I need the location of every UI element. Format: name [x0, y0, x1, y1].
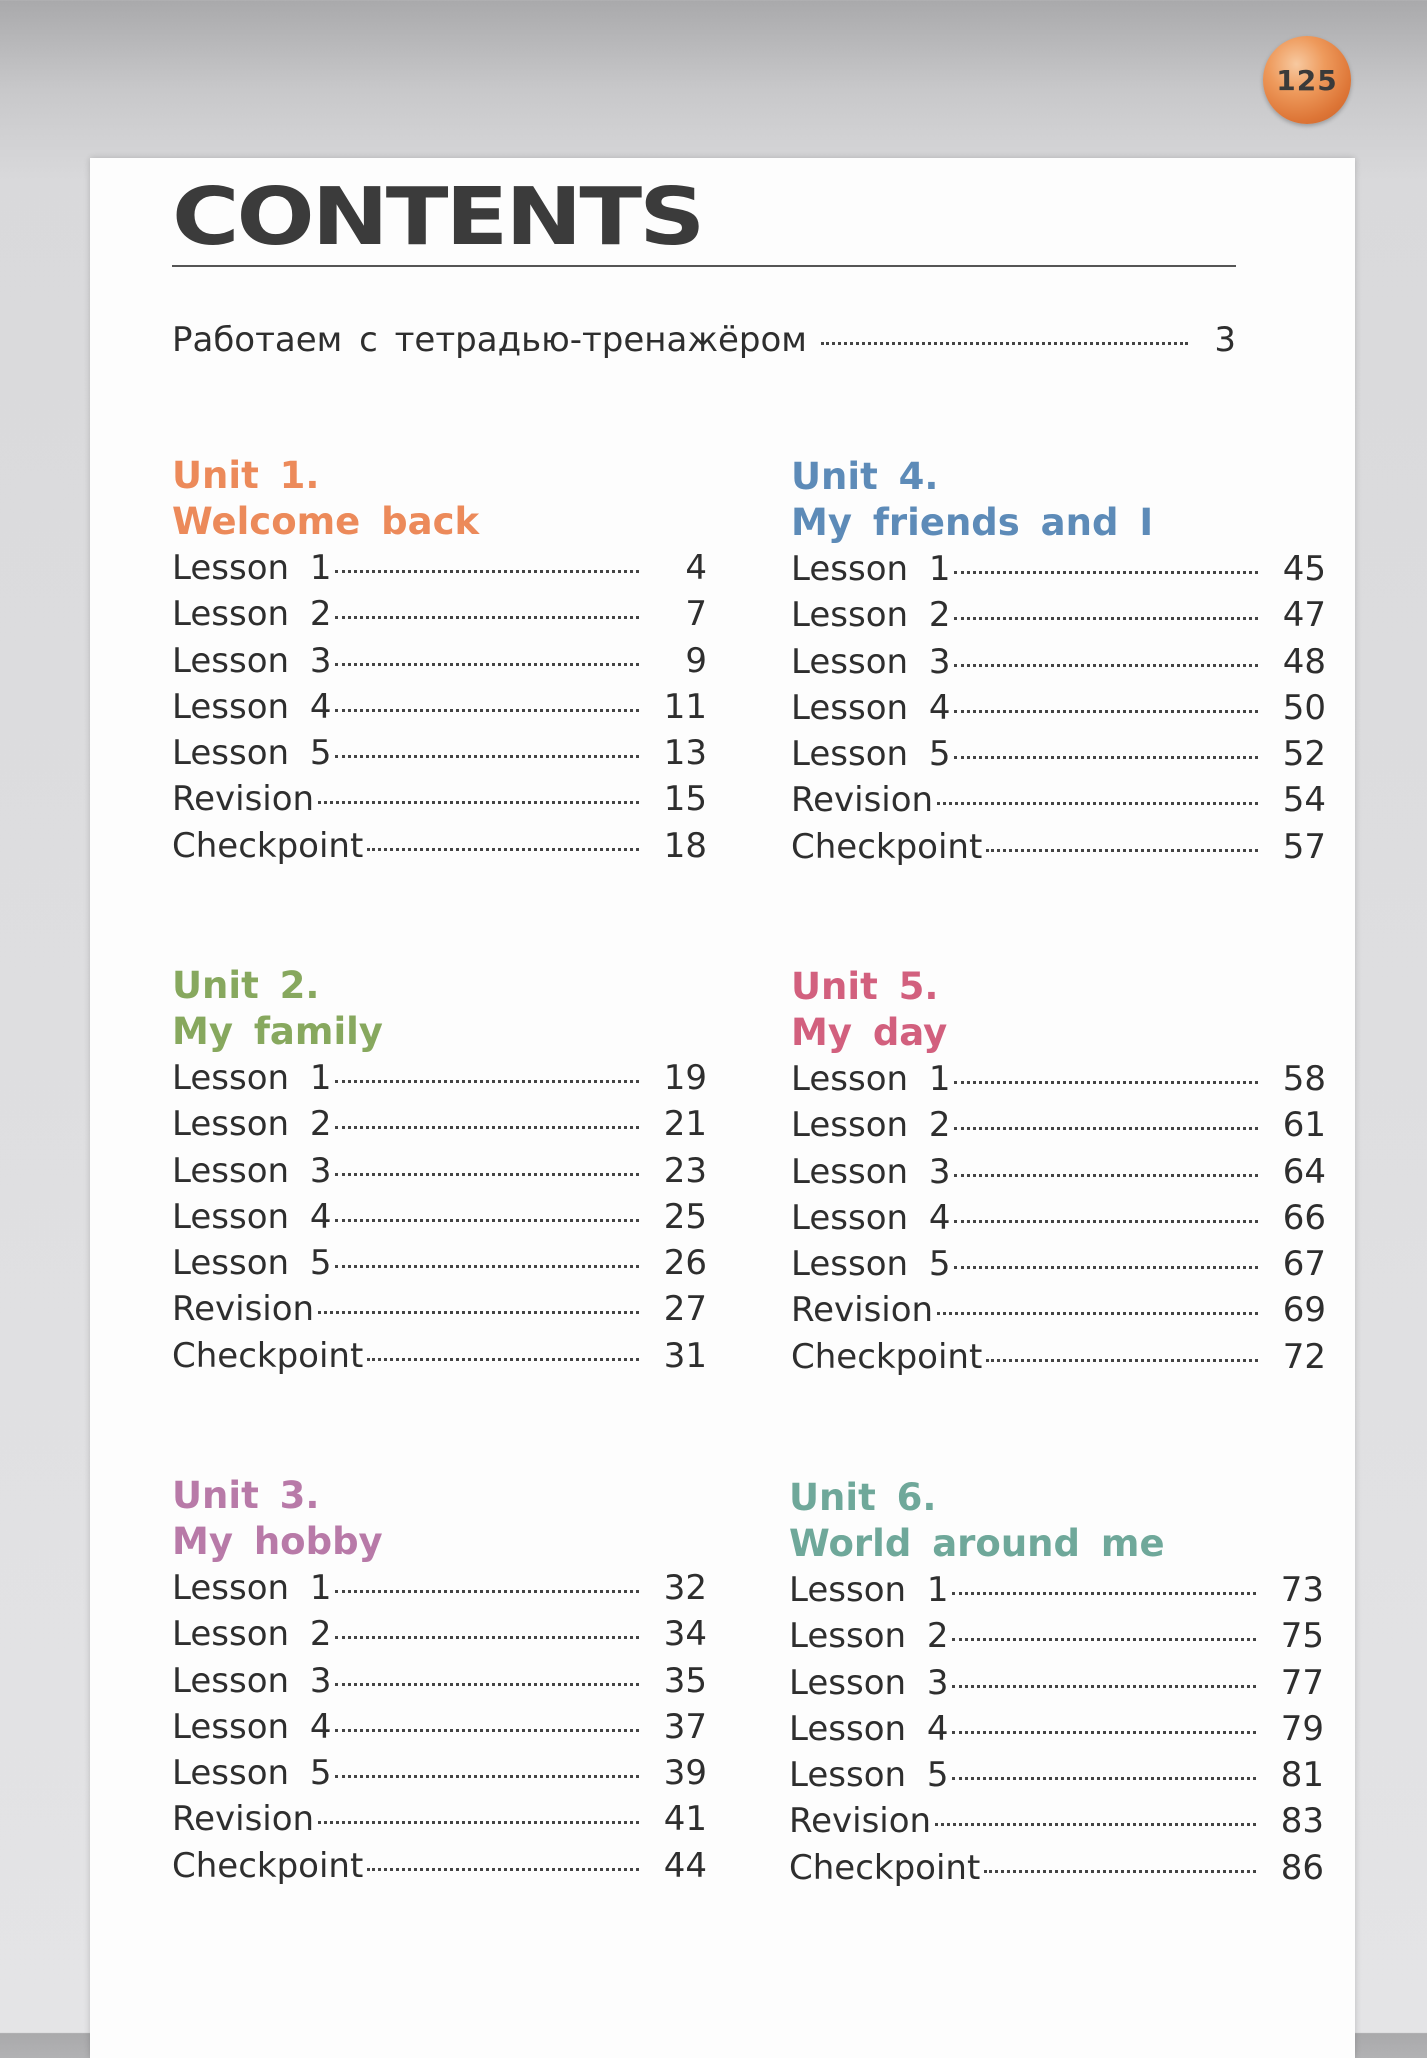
dot-leader: [952, 1731, 1256, 1734]
toc-entry[interactable]: [791, 777, 1326, 823]
toc-entry[interactable]: [172, 591, 707, 637]
toc-entry-page: 9: [685, 640, 707, 681]
toc-entry-page: 4: [685, 548, 707, 588]
title-divider: [172, 265, 1236, 267]
toc-entry[interactable]: [172, 730, 707, 776]
toc-entry-page: 41: [663, 1799, 707, 1840]
toc-entry-label: Lesson 3: [172, 640, 332, 681]
toc-entry-label: Revision: [172, 1799, 315, 1840]
dot-leader: [984, 1870, 1256, 1873]
toc-entry-label: Lesson 5: [172, 1243, 332, 1284]
toc-entry[interactable]: [172, 1750, 707, 1796]
dot-leader: [335, 1683, 639, 1686]
dot-leader: [821, 342, 1188, 345]
dot-leader: [952, 1685, 1256, 1688]
toc-entry[interactable]: [172, 638, 707, 684]
toc-entry-label: Lesson 3: [791, 1151, 951, 1192]
unit-block-5: [791, 964, 1326, 1380]
toc-entry-page: 66: [1282, 1197, 1326, 1238]
toc-entry-page: 75: [1280, 1616, 1324, 1657]
toc-entry-page: 77: [1280, 1662, 1324, 1703]
dot-leader: [318, 801, 639, 804]
dot-leader: [335, 1126, 639, 1129]
toc-entry-page: 54: [1282, 780, 1326, 821]
toc-entry-label: Lesson 2: [172, 1614, 332, 1655]
toc-entry-page: 11: [663, 686, 707, 727]
dot-leader: [335, 663, 639, 666]
toc-entry-label: Lesson 5: [791, 1244, 951, 1285]
unit-title: My day: [791, 1011, 948, 1054]
toc-entry-page: 7: [685, 594, 707, 635]
toc-entry[interactable]: [172, 1286, 707, 1332]
toc-entry-label: Revision: [791, 780, 934, 821]
toc-entry[interactable]: [791, 1102, 1326, 1148]
toc-entry-label: Lesson 4: [172, 686, 332, 727]
toc-entry-page: 34: [663, 1614, 707, 1655]
toc-entry-label: Lesson 3: [789, 1662, 949, 1703]
toc-entry[interactable]: [172, 823, 707, 869]
dot-leader: [335, 1590, 639, 1593]
toc-entry-page: 67: [1282, 1244, 1326, 1285]
toc-entry-label: Revision: [172, 1289, 315, 1330]
toc-entry-page: 32: [663, 1568, 707, 1608]
dot-leader: [954, 1081, 1258, 1084]
toc-entry[interactable]: [172, 1704, 707, 1750]
toc-entry-page: 19: [663, 1058, 707, 1098]
toc-entry-label: Lesson 5: [172, 733, 332, 774]
toc-entry-label: Lesson 5: [791, 734, 951, 775]
toc-entry[interactable]: [172, 1843, 707, 1889]
intro-entry[interactable]: [172, 320, 1236, 366]
dot-leader: [367, 848, 639, 851]
dot-leader: [335, 616, 639, 619]
dot-leader: [335, 1636, 639, 1639]
toc-entry-page: 18: [663, 825, 707, 866]
toc-entry[interactable]: [172, 1796, 707, 1842]
toc-entry-page: 72: [1282, 1336, 1326, 1377]
toc-entry-page: 79: [1280, 1708, 1324, 1749]
toc-entry-label: Checkpoint: [172, 1335, 364, 1376]
toc-entry-page: 31: [663, 1335, 707, 1376]
toc-entry-label: Checkpoint: [789, 1847, 981, 1888]
page-title: CONTENTS: [172, 171, 703, 264]
toc-entry-label: Lesson 1: [172, 1058, 332, 1098]
toc-entry[interactable]: [172, 1565, 707, 1611]
toc-entry-label: Lesson 2: [172, 1104, 332, 1145]
dot-leader: [335, 1265, 639, 1268]
toc-entry[interactable]: [172, 1055, 707, 1101]
toc-entry-page: 47: [1282, 595, 1326, 636]
toc-entry-label: Revision: [791, 1290, 934, 1331]
unit-number: Unit 3.: [172, 1474, 320, 1517]
toc-entry-label: Lesson 5: [789, 1755, 949, 1796]
toc-entry-page: 50: [1282, 687, 1326, 728]
dot-leader: [335, 709, 639, 712]
intro-entry-label: Работаем с тетрадью-тренажёром: [172, 320, 807, 360]
dot-leader: [335, 755, 639, 758]
unit-title: World around me: [789, 1522, 1165, 1565]
unit-title: My hobby: [172, 1520, 383, 1563]
toc-entry-page: 61: [1282, 1105, 1326, 1146]
toc-entry[interactable]: [789, 1660, 1324, 1706]
toc-entry-page: 26: [663, 1243, 707, 1284]
dot-leader: [335, 1775, 639, 1778]
toc-entry[interactable]: [791, 1149, 1326, 1195]
dot-leader: [954, 1266, 1258, 1269]
dot-leader: [952, 1638, 1256, 1641]
unit-entry-list: [172, 545, 707, 869]
page-number-badge: [1263, 36, 1351, 124]
dot-leader: [954, 664, 1258, 667]
toc-entry-label: Lesson 4: [791, 1197, 951, 1238]
toc-entry[interactable]: [789, 1752, 1324, 1798]
toc-entry-label: Lesson 3: [791, 641, 951, 682]
toc-entry-label: Lesson 1: [791, 1059, 951, 1099]
unit-block-1: [172, 453, 707, 869]
unit-number: Unit 2.: [172, 964, 320, 1007]
dot-leader: [954, 1127, 1258, 1130]
toc-entry[interactable]: [172, 1611, 707, 1657]
toc-entry-page: 25: [663, 1196, 707, 1237]
toc-entry-label: Lesson 3: [172, 1660, 332, 1701]
dot-leader: [318, 1311, 639, 1314]
dot-leader: [952, 1777, 1256, 1780]
toc-entry-page: 58: [1282, 1059, 1326, 1099]
unit-block-6: [789, 1475, 1324, 1891]
dot-leader: [937, 802, 1258, 805]
toc-entry[interactable]: [789, 1706, 1324, 1752]
dot-leader: [335, 1080, 639, 1083]
page-number: 125: [1276, 63, 1338, 97]
dot-leader: [367, 1868, 639, 1871]
toc-entry[interactable]: [172, 1101, 707, 1147]
toc-entry[interactable]: [791, 824, 1326, 870]
toc-entry-page: 44: [663, 1845, 707, 1886]
unit-title: Welcome back: [172, 500, 480, 543]
toc-entry-label: Checkpoint: [172, 1845, 364, 1886]
toc-entry-label: Lesson 2: [791, 595, 951, 636]
toc-entry-page: 45: [1282, 549, 1326, 589]
toc-entry-label: Lesson 2: [791, 1105, 951, 1146]
toc-entry[interactable]: [789, 1798, 1324, 1844]
toc-entry-label: Lesson 5: [172, 1753, 332, 1794]
toc-entry-label: Lesson 1: [789, 1570, 949, 1610]
toc-entry-label: Revision: [789, 1801, 932, 1842]
unit-block-3: [172, 1473, 707, 1889]
unit-number: Unit 1.: [172, 454, 320, 497]
dot-leader: [954, 617, 1258, 620]
toc-entry-page: 13: [663, 733, 707, 774]
toc-entry-label: Lesson 1: [791, 549, 951, 589]
toc-entry-page: 27: [663, 1289, 707, 1330]
toc-entry[interactable]: [172, 776, 707, 822]
toc-entry[interactable]: [789, 1845, 1324, 1891]
toc-entry[interactable]: [791, 546, 1326, 592]
unit-number: Unit 6.: [789, 1476, 937, 1519]
toc-entry-page: 52: [1282, 734, 1326, 775]
dot-leader: [952, 1592, 1256, 1595]
intro-entry-page: 3: [1214, 320, 1236, 360]
dot-leader: [954, 571, 1258, 574]
dot-leader: [954, 1220, 1258, 1223]
unit-block-2: [172, 963, 707, 1379]
toc-entry[interactable]: [789, 1567, 1324, 1613]
toc-entry-label: Lesson 1: [172, 1568, 332, 1608]
toc-entry[interactable]: [791, 1241, 1326, 1287]
contents-sheet: [90, 158, 1355, 2058]
toc-entry[interactable]: [791, 1287, 1326, 1333]
dot-leader: [954, 710, 1258, 713]
dot-leader: [335, 1219, 639, 1222]
toc-entry[interactable]: [791, 639, 1326, 685]
dot-leader: [986, 1359, 1258, 1362]
dot-leader: [937, 1312, 1258, 1315]
unit-entry-list: [791, 546, 1326, 870]
toc-entry-label: Lesson 2: [172, 594, 332, 635]
unit-block-4: [791, 454, 1326, 870]
dot-leader: [367, 1358, 639, 1361]
dot-leader: [935, 1823, 1256, 1826]
toc-entry[interactable]: [172, 1194, 707, 1240]
toc-entry-page: 57: [1282, 826, 1326, 867]
dot-leader: [335, 1729, 639, 1732]
toc-entry-label: Checkpoint: [791, 826, 983, 867]
unit-number: Unit 4.: [791, 455, 939, 498]
toc-entry-page: 69: [1282, 1290, 1326, 1331]
toc-entry-page: 81: [1280, 1755, 1324, 1796]
toc-entry-page: 23: [663, 1150, 707, 1191]
toc-entry[interactable]: [791, 1334, 1326, 1380]
toc-entry-page: 64: [1282, 1151, 1326, 1192]
dot-leader: [335, 1173, 639, 1176]
toc-entry-page: 37: [663, 1706, 707, 1747]
toc-entry-label: Lesson 4: [172, 1196, 332, 1237]
toc-entry-label: Lesson 4: [172, 1706, 332, 1747]
dot-leader: [986, 849, 1258, 852]
toc-entry[interactable]: [791, 1195, 1326, 1241]
toc-entry[interactable]: [791, 592, 1326, 638]
toc-entry[interactable]: [172, 1240, 707, 1286]
toc-entry[interactable]: [791, 685, 1326, 731]
toc-entry-label: Lesson 3: [172, 1150, 332, 1191]
toc-entry[interactable]: [791, 731, 1326, 777]
toc-entry-label: Lesson 1: [172, 548, 332, 588]
unit-title: My friends and I: [791, 501, 1154, 544]
toc-entry-page: 15: [663, 779, 707, 820]
dot-leader: [954, 1174, 1258, 1177]
unit-entry-list: [172, 1565, 707, 1889]
toc-entry-page: 73: [1280, 1570, 1324, 1610]
toc-entry-page: 21: [663, 1104, 707, 1145]
dot-leader: [954, 756, 1258, 759]
toc-entry[interactable]: [172, 1148, 707, 1194]
unit-title: My family: [172, 1010, 383, 1053]
dot-leader: [335, 570, 639, 573]
toc-entry-page: 86: [1280, 1847, 1324, 1888]
toc-entry-label: Revision: [172, 779, 315, 820]
toc-entry[interactable]: [172, 1333, 707, 1379]
unit-number: Unit 5.: [791, 965, 939, 1008]
toc-entry-page: 39: [663, 1753, 707, 1794]
toc-entry-page: 83: [1280, 1801, 1324, 1842]
toc-entry[interactable]: [172, 1658, 707, 1704]
toc-entry-label: Lesson 4: [789, 1708, 949, 1749]
toc-entry-page: 35: [663, 1660, 707, 1701]
toc-entry-label: Checkpoint: [791, 1336, 983, 1377]
toc-entry-label: Lesson 2: [789, 1616, 949, 1657]
toc-entry-page: 48: [1282, 641, 1326, 682]
toc-entry[interactable]: [172, 545, 707, 591]
unit-entry-list: [791, 1056, 1326, 1380]
toc-entry[interactable]: [789, 1613, 1324, 1659]
unit-entry-list: [789, 1567, 1324, 1891]
toc-entry-label: Lesson 4: [791, 687, 951, 728]
dot-leader: [318, 1821, 639, 1824]
unit-entry-list: [172, 1055, 707, 1379]
toc-entry[interactable]: [791, 1056, 1326, 1102]
toc-entry-label: Checkpoint: [172, 825, 364, 866]
toc-entry[interactable]: [172, 684, 707, 730]
